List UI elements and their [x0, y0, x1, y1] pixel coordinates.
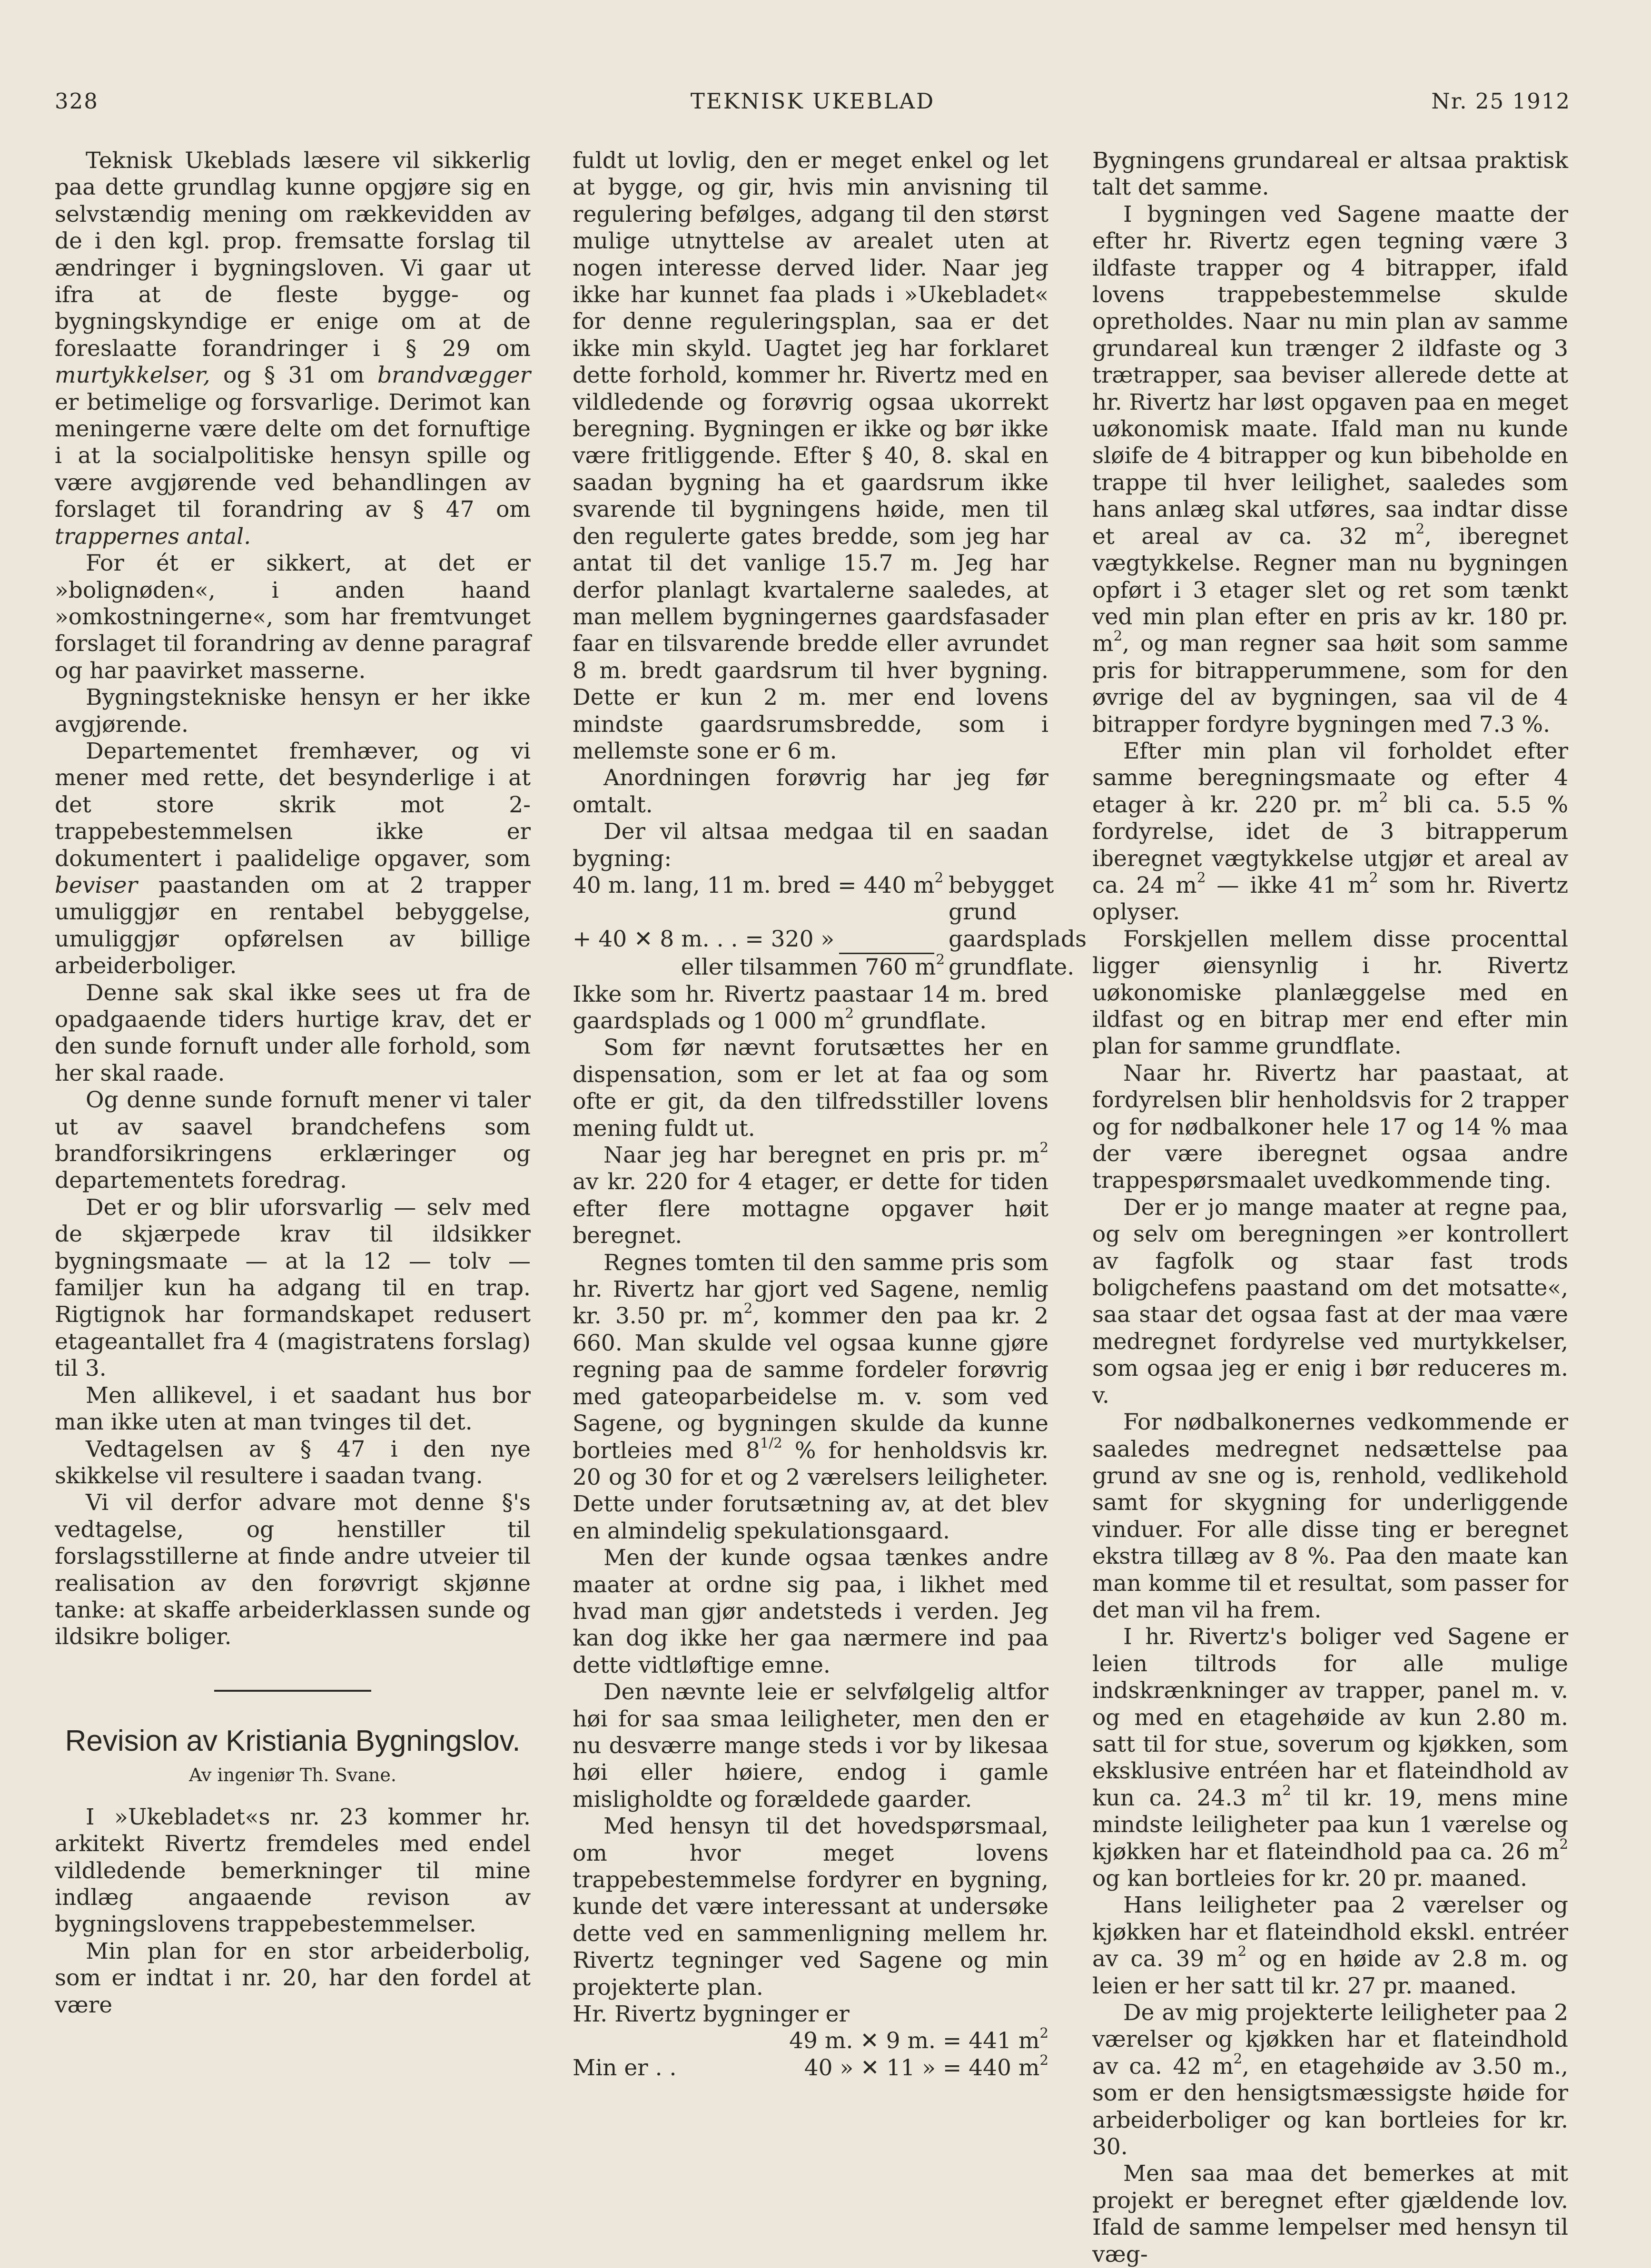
paragraph: Hans leiligheter paa 2 værelser og kjøkken har et flateindhold ekskl. entréer av ca. 39 $m^2$ og en høide av 2.8 m. og leien er her satt til kr. 27 pr. maaned.: [1092, 1892, 1568, 1999]
paragraph: Naar jeg har beregnet en pris pr. $m^2$ av kr. 220 for 4 etager, er dette for tiden efter flere mottagne opgaver høit beregnet.: [573, 1139, 1048, 1249]
paragraph: For nødbalkonernes vedkommende er saaledes medregnet nedsættelse paa grund av sne og is, renhold, vedlikehold samt for skygning for underliggende vinduer. For alle disse ting er beregnet ekstra tillæg av 8 %. Paa den maate kan man komme til et resultat, som passer for det man vil ha frem.: [1092, 1409, 1568, 1623]
comparison-row: 49 m. ✕ 9 m. = 441 $m^2$: [789, 2025, 1048, 2054]
paragraph: Men saa maa det bemerkes at mit projekt er beregnet efter gjældende lov. Ifald de samme lempelser med hensyn til væg-: [1092, 2160, 1568, 2268]
comparison-row: Min er . . 40 » ✕ 11 » = 440 $m^2$: [573, 2052, 1048, 2081]
paragraph: Forskjellen mellem disse procenttal ligger øiensynlig i hr. Rivertz uøkonomiske planlæggelse med en ildfast og en bitrap mer end efter min plan for samme grundflate.: [1092, 926, 1568, 1060]
paragraph: fuldt ut lovlig, den er meget enkel og let at bygge, og gir, hvis min anvisning til regulering befølges, adgang til den størst mulige utnyttelse av arealet uten at nogen interesse derved lider. Naar jeg ikke har kunnet faa plads i »Ukebladet« for denne reguleringsplan, saa er det ikke min skyld. Uagtet jeg har forklaret dette forhold, kommer hr. Rivertz med en vildledende og forøvrig ogsaa ukorrekt beregning. Bygningen er ikke og bør ikke være fritliggende. Efter § 40, 8. skal en saadan bygning ha et gaardsrum ikke svarende til bygningens høide, men til den regulerte gates bredde, som jeg har antat til det vanlige 15.7 m. Jeg har derfor planlagt kvartalerne saaledes, at man mellem bygningernes gaardsfasader faar en tilsvarende bredde eller avrundet 8 m. bredt gaardsrum til hver bygning. Dette er kun 2 m. mer end lovens mindste gaardsrumsbredde, som i mellemste sone er 6 m.: [573, 148, 1048, 764]
column-1: [55, 148, 531, 2019]
paragraph: Min plan for en stor arbeiderbolig, som er indtat i nr. 20, har den fordel at være: [55, 1938, 531, 2018]
paragraph: I »Ukebladet«s nr. 23 kommer hr. arkitekt Rivertz fremdeles med endel vildledende bemerkninger til mine indlæg angaaende revison av bygningslovens trappebestemmelser.: [55, 1804, 531, 1938]
emphasis: brandvægger: [377, 362, 531, 389]
emphasis: trappernes antal.: [55, 523, 251, 550]
journal-title: TEKNISK UKEBLAD: [690, 89, 935, 114]
paragraph: Regnes tomten til den samme pris som hr. Rivertz har gjort ved Sagene, nemlig kr. 3.50 pr. $m^2$, kommer den paa kr. 2 660. Man skulde vel ogsaa kunne gjøre regning paa de samme fordeler forøvrig med gateoparbeidelse m. v. som ved Sagene, og bygningen skulde da kunne bortleies med $8^{1/2}$ % for henholdsvis kr. 20 og 30 for et og 2 værelsers leiligheter. Dette under forutsætning av, at det blev en almindelig spekulationsgaard.: [573, 1249, 1048, 1544]
issue-number: Nr. 25 1912: [1431, 89, 1571, 114]
area-calculation: 40 m. lang, 11 m. bred = 440 $m^2$ bebygget grund + 40 ✕ 8 m. . . = 320 » gaardsplads eller tilsammen 760 $m^2$ grundflate.: [573, 869, 1087, 981]
paragraph: Som før nævnt forutsættes her en dispensation, som er let at faa og som ofte er git, da den tilfredsstiller lovens mening fuldt ut.: [573, 1035, 1048, 1142]
byline: Av ingeniør Th. Svane.: [189, 1764, 396, 1785]
article-title: Revision av Kristiania Bygningslov.: [65, 1724, 521, 1757]
emphasis: murtykkelser,: [55, 362, 210, 389]
paragraph: Og denne sunde fornuft mener vi taler ut av saavel brandchefens som brandforsikringens erklæringer og departementets foredrag.: [55, 1087, 531, 1194]
column-2: [573, 148, 1087, 2081]
paragraph: Efter min plan vil forholdet efter samme beregningsmaate og efter 4 etager à kr. 220 pr. $m^2$ bli ca. 5.5 % fordyrelse, idet de 3 bitrapperum iberegnet vægtykkelse utgjør et areal av ca. 24 $m^2$ — ikke 41 $m^2$ som hr. Rivertz oplyser.: [1092, 738, 1568, 926]
paragraph: Naar hr. Rivertz har paastaat, at fordyrelsen blir henholdsvis for 2 trapper og for nødbalkoner hele 17 og 14 % maa der være iberegnet ogsaa andre trappespørsmaalet uvedkommende ting.: [1092, 1060, 1568, 1194]
paragraph: Med hensyn til det hovedspørsmaal, om hvor meget lovens trappebestemmelse fordyrer en bygning, kunde det være interessant at undersøke dette ved en sammenligning mellem hr. Rivertz tegninger ved Sagene og min projekterte plan.: [573, 1813, 1048, 2001]
paragraph: Ikke som hr. Rivertz paastaar 14 m. bred gaardsplads og 1 000 $m^2$ grundflate.: [573, 981, 1048, 1034]
paragraph: Hr. Rivertz bygninger er: [573, 2001, 850, 2028]
paragraph: Vi vil derfor advare mot denne §'s vedtagelse, og henstiller til forslagsstillerne at finde andre utveier til realisation av den forøvrigt skjønne tanke: at skaffe arbeiderklassen sunde og ildsikre boliger.: [55, 1489, 531, 1650]
paragraph: Det er og blir uforsvarlig — selv med de skjærpede krav til ildsikker bygningsmaate — at la 12 — tolv — familjer kun ha adgang til en trap. Rigtignok har formandskapet redusert etageantallet fra 4 (magistratens forslag) til 3.: [55, 1194, 531, 1382]
paragraph: Bygningstekniske hensyn er her ikke avgjørende.: [55, 684, 531, 738]
paragraph: I hr. Rivertz's boliger ved Sagene er leien tiltrods for alle mulige indskrænkninger av trapper, panel m. v. og med en etagehøide av kun 2.80 m. satt til for stue, soverum og kjøkken, som eksklusive entréen har et flateindhold av kun ca. 24.3 $m^2$ til kr. 19, mens mine mindste leiligheter paa kun 1 værelse og kjøkken har et flateindhold paa ca. 26 $m^2$ og kan bortleies for kr. 20 pr. maaned.: [1092, 1624, 1568, 1892]
paragraph: Denne sak skal ikke sees ut fra de opadgaaende tiders hurtige krav, det er den sunde fornuft under alle forhold, som her skal raade.: [55, 979, 531, 1086]
paragraph: For ét er sikkert, at det er »bolignøden«, i anden haand »omkostningerne«, som har fremtvunget forslaget til forandring av denne paragraf og har paavirket masserne.: [55, 550, 531, 684]
running-header: [55, 89, 1571, 117]
paragraph: Der vil altsaa medgaa til en saadan bygning:: [573, 818, 1048, 872]
paragraph: Departementet fremhæver, og vi mener med rette, det besynderlige i at det store skrik mot 2-trappebestemmelsen ikke er dokumentert i paalidelige opgaver, som beviser paastanden om at 2 trapper umuliggjør en rentabel bebyggelse, umuliggjør opførelsen av billige arbeiderboliger.: [55, 738, 531, 979]
paragraph: Der er jo mange maater at regne paa, og selv om beregningen »er kontrollert av fagfolk og staar fast trods boligchefens paastand om det motsatte«, saa staar det ogsaa fast at der maa være medregnet fordyrelse ved murtykkelser, som ogsaa jeg er enig i bør reduceres m. v.: [1092, 1194, 1568, 1409]
paragraph: Bygningens grundareal er altsaa praktisk talt det samme.: [1092, 148, 1568, 201]
emphasis: beviser: [55, 872, 138, 898]
column-3: [1092, 148, 1568, 2268]
section-divider: [214, 1690, 371, 1692]
paragraph: Teknisk Ukeblads læsere vil sikkerlig paa dette grundlag kunne opgjøre sig en selvstændig mening om rækkevidden av de i den kgl. prop. fremsatte forslag til ændringer i bygningsloven. Vi gaar ut ifra at de fleste bygge- og bygningskyndige er enige om at de foreslaatte forandringer i § 29 om murtykkelser, og § 31 om brandvægger er betimelige og forsvarlige. Derimot kan meningerne være delte om det fornuftige i at la socialpolitiske hensyn spille og være avgjørende ved behandlingen av forslaget til forandring av § 47 om trappernes antal.: [55, 148, 531, 550]
paragraph: Anordningen forøvrig har jeg før omtalt.: [573, 765, 1048, 818]
paragraph: Vedtagelsen av § 47 i den nye skikkelse vil resultere i saadan tvang.: [55, 1436, 531, 1489]
paragraph: Men allikevel, i et saadant hus bor man ikke uten at man tvinges til det.: [55, 1382, 531, 1436]
paragraph: De av mig projekterte leiligheter paa 2 værelser og kjøkken har et flateindhold av ca. 42 $m^2$, en etagehøide av 3.50 m., som er den hensigtsmæssigste høide for arbeiderboliger og kan bortleies for kr. 30.: [1092, 2000, 1568, 2160]
page-number: 328: [55, 89, 99, 114]
paragraph: Men der kunde ogsaa tænkes andre maater at ordne sig paa, i likhet med hvad man gjør andetsteds i verden. Jeg kan dog ikke her gaa nærmere ind paa dette vidtløftige emne.: [573, 1545, 1048, 1678]
paragraph: I bygningen ved Sagene maatte der efter hr. Rivertz egen tegning være 3 ildfaste trapper og 4 bitrapper, ifald lovens trappebestemmelse skulde opretholdes. Naar nu min plan av samme grundareal kun trænger 2 ildfaste og 3 trætrapper, saa beviser allerede dette at hr. Rivertz har løst opgaven paa en meget uøkonomisk maate. Ifald man nu kunde sløife de 4 bitrapper og kun bibeholde en trappe til hver leilighet, saaledes som hans anlæg skal utføres, saa indtar disse et areal av ca. 32 $m^2$, iberegnet vægtykkelse. Regner man nu bygningen opført i 3 etager slet og ret som tænkt ved min plan efter en pris av kr. 180 pr. $m^2$, og man regner saa høit som samme pris for bitrapperummene, som for den øvrige del av bygningen, saa vil de 4 bitrapper fordyre bygningen med 7.3 %.: [1092, 201, 1568, 738]
paragraph: Den nævnte leie er selvfølgelig altfor høi for saa smaa leiligheter, men den er nu desværre mange steds i vor by likesaa høi eller høiere, endog i gamle misligholdte og forældede gaarder.: [573, 1679, 1048, 1813]
